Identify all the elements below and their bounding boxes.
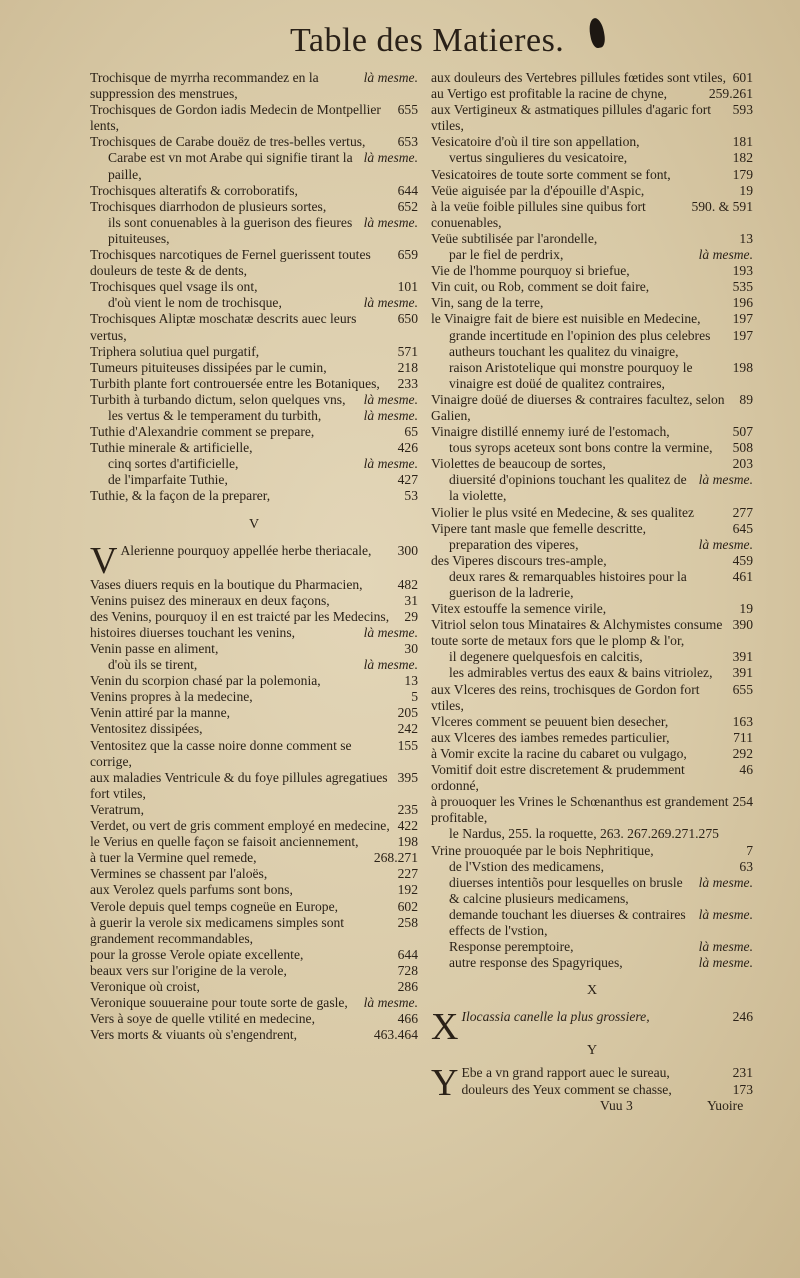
index-entry bbox=[90, 311, 418, 343]
entry-text: aux Vlceres des reins, trochisques de Gordon fort vtiles, bbox=[431, 681, 700, 713]
index-entry bbox=[90, 979, 418, 995]
index-entry bbox=[90, 456, 418, 472]
entry-text: à la veüe foible pillules sine quibus fort conuenables, bbox=[431, 198, 646, 230]
index-entry bbox=[431, 714, 753, 730]
entry-text: les admirables vertus des eaux & bains vitriolez, bbox=[449, 665, 713, 681]
index-entry bbox=[431, 70, 753, 86]
entry-text: aux Vlceres des iambes remedes particulier, bbox=[431, 729, 670, 745]
entry-text: Trochisques de Gordon iadis Medecin de Montpellier lents, bbox=[90, 102, 381, 134]
entry-text: Response peremptoire, bbox=[449, 939, 574, 955]
entry-text: vertus singulieres du vesicatoire, bbox=[449, 150, 628, 166]
index-entry bbox=[90, 915, 418, 947]
entry-page: 292 bbox=[732, 745, 753, 761]
entry-text: Vers morts & viuants où s'engendrent, bbox=[90, 1027, 298, 1043]
index-entry bbox=[90, 215, 418, 247]
entry-text: Vie de l'homme pourquoy si briefue, bbox=[431, 263, 630, 279]
index-entry bbox=[431, 843, 753, 859]
entry-text: Ventositez dissipées, bbox=[90, 721, 203, 737]
index-entry bbox=[90, 866, 418, 882]
index-entry bbox=[431, 907, 753, 939]
entry-page: 196 bbox=[732, 295, 753, 311]
index-entry bbox=[90, 818, 418, 834]
entry-page: 602 bbox=[397, 898, 418, 914]
index-entry bbox=[431, 682, 753, 714]
entry-page: 205 bbox=[397, 705, 418, 721]
entry-page: 182 bbox=[732, 150, 753, 166]
entry-text: Ilocassia canelle la plus grossiere, bbox=[461, 1009, 650, 1025]
index-entry bbox=[90, 641, 418, 657]
entry-text: il degenere quelquesfois en calcitis, bbox=[449, 649, 643, 665]
entry-page: 571 bbox=[397, 343, 418, 359]
entry-text: histoires diuerses touchant les venins, bbox=[90, 624, 296, 640]
index-entry bbox=[431, 472, 753, 504]
entry-page: 179 bbox=[732, 166, 753, 182]
entry-page: 13 bbox=[404, 673, 418, 689]
entry-page: 29 bbox=[404, 608, 418, 624]
entry-text: Vomitif doit estre discretement & prudemment ordonné, bbox=[431, 762, 685, 794]
index-entry bbox=[431, 392, 753, 424]
entry-text: Veüe aiguisée par la d'épouille d'Aspic, bbox=[431, 182, 645, 198]
entry-page: 508 bbox=[732, 440, 753, 456]
entry-text: Trochisques Aliptæ moschatæ descrits auec leurs vertus, bbox=[90, 311, 357, 343]
section-heading-y: Y bbox=[586, 1043, 598, 1059]
entry-text: pour la grosse Verole opiate excellente, bbox=[90, 946, 304, 962]
entry-page: 235 bbox=[397, 801, 418, 817]
index-entry bbox=[90, 609, 418, 625]
entry-page: 198 bbox=[732, 359, 753, 375]
entry-page: 258 bbox=[397, 914, 418, 930]
entry-page: 254 bbox=[732, 794, 753, 810]
entry-page: 46 bbox=[739, 762, 753, 778]
entry-page: 89 bbox=[739, 391, 753, 407]
entry-text: Venin passe en aliment, bbox=[90, 641, 219, 656]
index-entry bbox=[90, 770, 418, 802]
entry-page: 192 bbox=[397, 882, 418, 898]
index-entry bbox=[90, 899, 418, 915]
entry-text: Veüe subtilisée par l'arondelle, bbox=[431, 230, 598, 246]
index-entry bbox=[90, 995, 418, 1011]
index-entry bbox=[431, 875, 753, 907]
entry-text: le Verius en quelle façon se faisoit anciennement, bbox=[90, 834, 359, 850]
entry-text: aux maladies Ventricule & du foye pillules agregatiues fort vtiles, bbox=[90, 769, 388, 801]
index-entry bbox=[431, 859, 753, 875]
entry-page: là mesme. bbox=[363, 391, 418, 407]
index-entry bbox=[90, 721, 418, 737]
entry-text: grande incertitude en l'opinion des plus celebres autheurs touchant les qualitez du vinaigre, bbox=[449, 327, 711, 359]
index-entry bbox=[90, 376, 418, 392]
index-entry bbox=[431, 1062, 753, 1105]
entry-text: Vlceres comment se peuuent bien desecher, bbox=[431, 713, 669, 729]
entry-text: aux douleurs des Vertebres pillules fœtides sont vtiles, bbox=[431, 70, 726, 85]
entry-text: Violier le plus vsité en Medecine, & ses qualitez bbox=[431, 504, 695, 520]
index-entry bbox=[431, 263, 753, 279]
v-entries bbox=[90, 577, 418, 1044]
index-entry bbox=[90, 539, 418, 582]
entry-text: Trochisques de Carabe douëz de tres-belles vertus, bbox=[90, 134, 366, 150]
entry-text: Turbith plante fort controuersée entre les Botaniques, bbox=[90, 375, 380, 391]
entry-text: Veronique où croist, bbox=[90, 978, 200, 994]
index-entry bbox=[431, 939, 753, 955]
entry-page: là mesme. bbox=[698, 472, 753, 488]
index-entry bbox=[90, 738, 418, 770]
entry-page: 422 bbox=[397, 818, 418, 834]
index-entry bbox=[431, 794, 753, 826]
entry-page: 390 bbox=[732, 617, 753, 633]
index-entry bbox=[90, 408, 418, 424]
index-entry bbox=[90, 247, 418, 279]
index-entry bbox=[90, 134, 418, 150]
entry-page: 427 bbox=[397, 472, 418, 488]
index-entry bbox=[90, 424, 418, 440]
entry-page: là mesme. bbox=[698, 955, 753, 971]
entry-text: Trochisques alteratifs & corroboratifs, bbox=[90, 182, 298, 198]
index-entry bbox=[90, 344, 418, 360]
index-entry bbox=[431, 199, 753, 231]
entry-page: 507 bbox=[732, 424, 753, 440]
entry-page: 650 bbox=[397, 311, 418, 327]
index-entry bbox=[90, 577, 418, 593]
index-entry bbox=[90, 963, 418, 979]
entry-page: là mesme. bbox=[363, 70, 418, 85]
entry-text: Tumeurs pituiteuses dissipées par le cumin, bbox=[90, 359, 327, 375]
entry-page: 277 bbox=[732, 504, 753, 520]
entry-text: à prouoquer les Vrines le Schœnanthus est grandement profitable, bbox=[431, 794, 729, 826]
entry-page: 53 bbox=[404, 488, 418, 504]
index-entry bbox=[90, 102, 418, 134]
entry-page: là mesme. bbox=[698, 247, 753, 263]
signature-mark: Vuu 3 bbox=[600, 1098, 633, 1113]
entry-page: 31 bbox=[404, 592, 418, 608]
entry-page: là mesme. bbox=[363, 214, 418, 230]
index-entry bbox=[431, 231, 753, 247]
entry-page: 30 bbox=[404, 641, 418, 656]
entry-text: cinq sortes d'artificielle, bbox=[108, 456, 239, 472]
index-entry bbox=[431, 360, 753, 392]
entry-page: là mesme. bbox=[698, 874, 753, 890]
entry-text: tous syrops aceteux sont bons contre la vermine, bbox=[449, 440, 713, 456]
entry-page: 7 bbox=[746, 842, 753, 858]
entry-text: de l'imparfaite Tuthie, bbox=[108, 472, 228, 488]
index-entry bbox=[90, 850, 418, 866]
index-entry bbox=[90, 295, 418, 311]
entry-page: 535 bbox=[732, 279, 753, 295]
entry-page: là mesme. bbox=[698, 939, 753, 955]
entry-page: 426 bbox=[397, 440, 418, 456]
index-entry bbox=[90, 689, 418, 705]
right-column bbox=[431, 70, 753, 1105]
entry-text: le Nardus, 255. la roquette, 263. 267.269.271.275 bbox=[449, 826, 719, 842]
page-title: Table des Matieres. bbox=[290, 22, 565, 59]
entry-text: Veratrum, bbox=[90, 801, 144, 817]
entry-text: deux rares & remarquables histoires pour la guerison de la ladrerie, bbox=[449, 568, 687, 600]
entry-text: d'où vient le nom de trochisque, bbox=[108, 295, 282, 311]
entry-text: à Vomir excite la racine du cabaret ou vulgago, bbox=[431, 745, 687, 761]
entry-text: le Vinaigre fait de biere est nuisible en Medecine, bbox=[431, 311, 701, 327]
entry-text: autre response des Spagyriques, bbox=[449, 955, 623, 971]
entry-text: Vrine prouoquée par le bois Nephritique, bbox=[431, 842, 654, 858]
entry-page: là mesme. bbox=[363, 295, 418, 311]
entry-page: 231 bbox=[732, 1065, 753, 1081]
index-entry bbox=[431, 505, 753, 521]
entry-text: Trochisques quel vsage ils ont, bbox=[90, 279, 258, 295]
entry-text: Venins puisez des mineraux en deux façons, bbox=[90, 592, 330, 608]
index-entry bbox=[431, 456, 753, 472]
entry-page: 652 bbox=[397, 198, 418, 214]
entry-page: 644 bbox=[397, 946, 418, 962]
index-entry bbox=[431, 134, 753, 150]
entry-text: Veronique souueraine pour toute sorte de gasle, bbox=[90, 995, 348, 1011]
entry-page: 653 bbox=[397, 134, 418, 150]
entry-page: 218 bbox=[397, 359, 418, 375]
index-entry bbox=[431, 328, 753, 360]
ink-stain bbox=[588, 17, 607, 49]
entry-page: 590. & 591 bbox=[691, 198, 753, 214]
index-entry bbox=[431, 102, 753, 134]
index-entry bbox=[90, 593, 418, 609]
index-entry bbox=[90, 1027, 418, 1043]
entry-page: là mesme. bbox=[363, 624, 418, 640]
entry-page: 728 bbox=[397, 962, 418, 978]
entry-page: là mesme. bbox=[363, 150, 418, 166]
entry-page: 63 bbox=[739, 858, 753, 874]
entry-page: là mesme. bbox=[363, 657, 418, 673]
entry-page: 173 bbox=[732, 1081, 753, 1097]
section-heading-v: V bbox=[248, 516, 260, 532]
entry-page: 5 bbox=[411, 689, 418, 705]
entry-text: douleurs des Yeux comment se chasse, bbox=[461, 1081, 672, 1097]
entry-text: Venin du scorpion chasé par la polemonia, bbox=[90, 673, 321, 689]
index-entry bbox=[431, 553, 753, 569]
entry-page: là mesme. bbox=[698, 536, 753, 552]
entry-page: 242 bbox=[397, 721, 418, 737]
entry-page: 601 bbox=[732, 70, 753, 85]
entry-text: Vitex estouffe la semence virile, bbox=[431, 601, 607, 617]
index-entry bbox=[431, 665, 753, 681]
entry-text: Vinaigre distillé ennemy iuré de l'estomach, bbox=[431, 424, 670, 440]
entry-text: Ventositez que la casse noire donne comment se corrige, bbox=[90, 737, 352, 769]
entry-page: 19 bbox=[739, 182, 753, 198]
index-entry bbox=[90, 673, 418, 689]
entry-page: là mesme. bbox=[363, 995, 418, 1011]
index-entry bbox=[431, 86, 753, 102]
entry-text: les vertus & le temperament du turbith, bbox=[108, 407, 322, 423]
entry-text: des Venins, pourquoy il en est traicté par les Medecins, bbox=[90, 608, 390, 624]
entry-text: Vinaigre doüé de diuerses & contraires facultez, selon Galien, bbox=[431, 391, 725, 423]
entry-page: 300 bbox=[397, 542, 418, 558]
index-entry bbox=[431, 150, 753, 166]
index-entry bbox=[90, 360, 418, 376]
entry-text: diuerses intentiõs pour lesquelles on brusle & calcine plusieurs medicamens, bbox=[449, 874, 683, 906]
entry-text: Ebe a vn grand rapport auec le sureau, bbox=[461, 1065, 670, 1081]
entry-page: 655 bbox=[732, 681, 753, 697]
entry-text: Vermines se chassent par l'aloës, bbox=[90, 866, 268, 882]
entry-page: 155 bbox=[397, 737, 418, 753]
catchword: Yuoire bbox=[707, 1098, 744, 1113]
index-entry bbox=[431, 424, 753, 440]
entry-text: à tuer la Vermine quel remede, bbox=[90, 850, 257, 866]
entry-page: 659 bbox=[397, 247, 418, 263]
entry-page: 645 bbox=[732, 520, 753, 536]
index-entry bbox=[90, 705, 418, 721]
index-entry bbox=[90, 183, 418, 199]
entry-text: Tuthie minerale & artificielle, bbox=[90, 440, 253, 456]
entry-text: beaux vers sur l'origine de la verole, bbox=[90, 962, 287, 978]
entry-text: Verole depuis quel temps cogneüe en Europe, bbox=[90, 898, 339, 914]
index-entry bbox=[431, 955, 753, 971]
entry-text: demande touchant les diuerses & contraires effects de l'vstion, bbox=[449, 906, 686, 938]
entry-text: au Vertigo est profitable la racine de chyne, bbox=[431, 86, 668, 102]
index-entry bbox=[431, 601, 753, 617]
index-entry bbox=[90, 657, 418, 673]
index-entry bbox=[431, 311, 753, 327]
index-entry bbox=[431, 730, 753, 746]
entry-text: preparation des viperes, bbox=[449, 536, 579, 552]
index-entry bbox=[90, 392, 418, 408]
entry-page: 259.261 bbox=[708, 86, 753, 102]
drop-cap-x: X bbox=[431, 1006, 459, 1049]
entry-text: diuersité d'opinions touchant les qualitez de la violette, bbox=[449, 472, 687, 504]
index-entry bbox=[431, 649, 753, 665]
entry-text: Carabe est vn mot Arabe qui signifie tirant la paille, bbox=[108, 150, 353, 182]
entry-text: Vitriol selon tous Minataires & Alchymistes consume toute sorte de metaux fors que le plomp & l'or, bbox=[431, 617, 723, 649]
left-column bbox=[90, 70, 418, 1043]
index-entry bbox=[431, 746, 753, 762]
entry-text: Turbith à turbando dictum, selon quelques vns, bbox=[90, 391, 346, 407]
index-entry bbox=[431, 183, 753, 199]
entry-page: 19 bbox=[739, 601, 753, 617]
section-heading-x: X bbox=[586, 983, 598, 999]
index-entry bbox=[431, 762, 753, 794]
entry-text: à guerir la verole six medicamens simples sont grandement recommandables, bbox=[90, 914, 345, 946]
index-entry bbox=[431, 440, 753, 456]
entry-text: Verdet, ou vert de gris comment employé en medecine, bbox=[90, 818, 390, 834]
index-entry bbox=[90, 802, 418, 818]
entry-text: Tuthie d'Alexandrie comment se prepare, bbox=[90, 424, 315, 440]
index-entry bbox=[90, 472, 418, 488]
entry-text: aux Verolez quels parfums sont bons, bbox=[90, 882, 293, 898]
index-entry bbox=[90, 625, 418, 641]
index-entry bbox=[431, 569, 753, 601]
entry-text: Tuthie, & la façon de la preparer, bbox=[90, 488, 271, 504]
entry-text: par le fiel de perdrix, bbox=[449, 247, 564, 263]
entry-page: 198 bbox=[397, 834, 418, 850]
entry-page: là mesme. bbox=[363, 407, 418, 423]
entry-text: Triphera solutiua quel purgatif, bbox=[90, 343, 260, 359]
index-entry bbox=[90, 834, 418, 850]
entry-page: 391 bbox=[732, 665, 753, 681]
entry-page: 197 bbox=[732, 311, 753, 327]
entry-page: 395 bbox=[397, 769, 418, 785]
entry-page: 711 bbox=[733, 729, 753, 745]
entry-text: Venins propres à la medecine, bbox=[90, 689, 253, 705]
entry-page: là mesme. bbox=[698, 906, 753, 922]
drop-cap-v: V bbox=[90, 539, 118, 582]
entry-text: Alerienne pourquoy appellée herbe theriacale, bbox=[120, 542, 372, 558]
entry-page: 482 bbox=[397, 576, 418, 592]
right-entries bbox=[431, 70, 753, 971]
entry-page: 466 bbox=[397, 1011, 418, 1027]
entry-page: 163 bbox=[732, 713, 753, 729]
left-entries bbox=[90, 70, 418, 505]
index-entry bbox=[431, 617, 753, 649]
index-entry bbox=[431, 279, 753, 295]
index-entry bbox=[90, 1011, 418, 1027]
entry-page: 391 bbox=[732, 649, 753, 665]
index-entry bbox=[90, 882, 418, 898]
entry-text: Vases diuers requis en la boutique du Pharmacien, bbox=[90, 576, 363, 592]
index-entry bbox=[431, 295, 753, 311]
entry-text: Venin attiré par la manne, bbox=[90, 705, 231, 721]
entry-page: 227 bbox=[397, 866, 418, 882]
index-entry bbox=[431, 247, 753, 263]
index-entry bbox=[90, 440, 418, 456]
entry-text: ils sont conuenables à la guerison des fieures pituiteuses, bbox=[108, 214, 353, 246]
entry-text: de l'Vstion des medicamens, bbox=[449, 858, 604, 874]
entry-text: Vipere tant masle que femelle descritte, bbox=[431, 520, 647, 536]
entry-page: là mesme. bbox=[363, 456, 418, 472]
entry-text: Vin cuit, ou Rob, comment se doit faire, bbox=[431, 279, 650, 295]
index-entry bbox=[431, 521, 753, 537]
entry-page: 233 bbox=[397, 375, 418, 391]
drop-cap-y: Y bbox=[431, 1062, 459, 1105]
entry-page: 13 bbox=[739, 230, 753, 246]
entry-page: 246 bbox=[732, 1009, 753, 1025]
entry-page: 193 bbox=[732, 263, 753, 279]
entry-page: 644 bbox=[397, 182, 418, 198]
entry-text: Vers à soye de quelle vtilité en medecine, bbox=[90, 1011, 315, 1027]
index-entry bbox=[431, 1006, 753, 1049]
entry-page: 655 bbox=[397, 102, 418, 118]
index-entry bbox=[90, 150, 418, 182]
entry-text: Trochisques narcotiques de Fernel guerissent toutes douleurs de teste & de dents, bbox=[90, 247, 371, 279]
entry-text: aux Vertigineux & astmatiques pillules d'agaric fort vtiles, bbox=[431, 102, 712, 134]
entry-text: raison Aristotelique qui monstre pourquoy le vinaigre est doüé de qualitez contraires, bbox=[449, 359, 693, 391]
entry-page: 181 bbox=[732, 134, 753, 150]
entry-page: 286 bbox=[397, 978, 418, 994]
entry-text: Vesicatoire d'où il tire son appellation, bbox=[431, 134, 640, 150]
entry-text: Vin, sang de la terre, bbox=[431, 295, 544, 311]
index-entry bbox=[431, 167, 753, 183]
entry-text: d'où ils se tirent, bbox=[108, 657, 198, 673]
index-entry bbox=[90, 947, 418, 963]
index-entry bbox=[90, 488, 418, 504]
entry-text: Trochisques diarrhodon de plusieurs sortes, bbox=[90, 198, 327, 214]
entry-text: Vesicatoires de toute sorte comment se font, bbox=[431, 166, 671, 182]
entry-text: des Viperes discours tres-ample, bbox=[431, 552, 607, 568]
entry-page: 197 bbox=[732, 327, 753, 343]
index-entry bbox=[90, 70, 418, 102]
entry-page: 65 bbox=[404, 424, 418, 440]
index-entry bbox=[431, 537, 753, 553]
entry-page: 461 bbox=[732, 568, 753, 584]
entry-text: Violettes de beaucoup de sortes, bbox=[431, 456, 606, 472]
entry-page: 268.271 bbox=[373, 850, 418, 866]
entry-page: 203 bbox=[732, 456, 753, 472]
entry-page: 593 bbox=[732, 102, 753, 118]
entry-page: 463.464 bbox=[373, 1027, 418, 1043]
index-entry bbox=[90, 279, 418, 295]
index-entry bbox=[90, 199, 418, 215]
entry-text: Trochisque de myrrha recommandez en la suppression des menstrues, bbox=[90, 70, 319, 102]
index-entry bbox=[431, 826, 753, 842]
entry-page: 101 bbox=[397, 279, 418, 295]
entry-page: 459 bbox=[732, 552, 753, 568]
